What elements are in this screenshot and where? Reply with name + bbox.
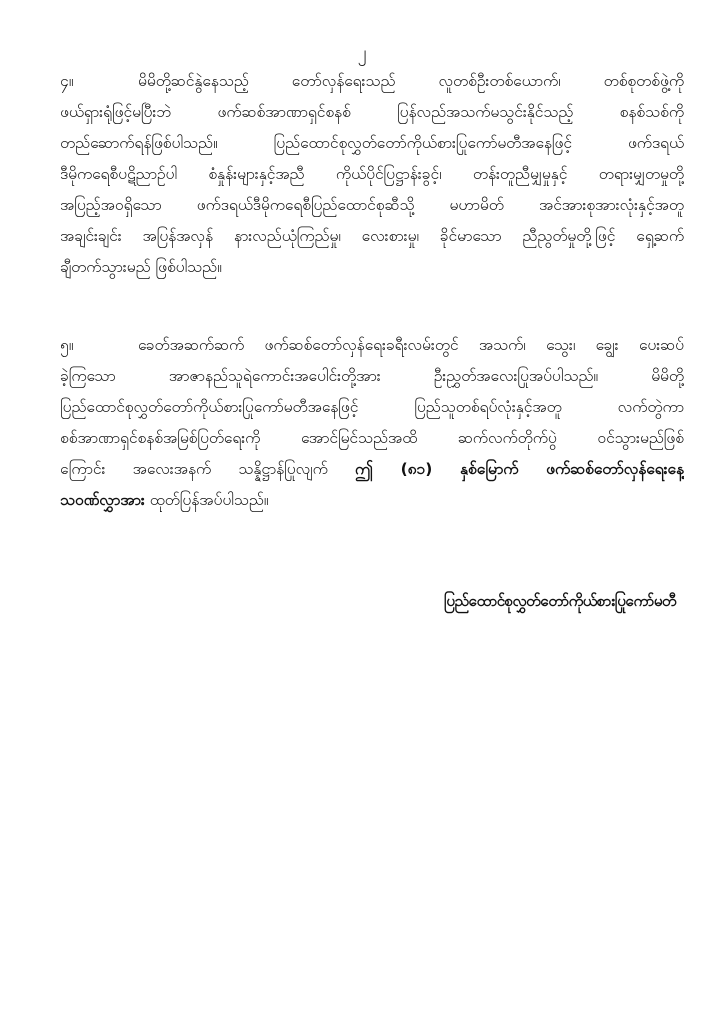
signature-committee: ပြည်ထောင်စုလွှတ်တော်ကိုယ်စားပြုကော်မတီ [443, 592, 676, 610]
paragraph-line: ၅။ ခေတ်အဆက်ဆက် ဖက်ဆစ်တော်လှန်ရေးခရီးလမ်းတွင် အသက်၊ သွေး၊ ချွေး ပေးဆပ် [60, 330, 684, 361]
paragraph-line: အပြည့်အဝရှိသော ဖက်ဒရယ်ဒီမိုကရေစီပြည်ထောင်စုဆီသို့ မဟာမိတ် အင်အားစုအားလုံးနှင့်အတူ [60, 196, 684, 214]
paragraph-line: သဝဏ်လွှာအား ထုတ်ပြန်အပ်ပါသည်။ [60, 491, 269, 509]
paragraph-line: ခဲ့ကြသော အာဇာနည်သူရဲကောင်းအပေါင်းတို့အား ဦးညွှတ်အလေးပြုအပ်ပါသည်။ မိမိတို့ [60, 367, 684, 385]
paragraph-line: ပြည်ထောင်စုလွှတ်တော်ကိုယ်စားပြုကော်မတီအနေဖြင့် ပြည်သူတစ်ရပ်လုံးနှင့်အတူ လက်တွဲကာ [60, 398, 684, 416]
paragraph-line: စစ်အာဏာရှင်စနစ်အမြစ်ပြတ်ရေးကို အောင်မြင်သည်အထိ ဆက်လက်တိုက်ပွဲ ဝင်သွားမည်ဖြစ် [60, 429, 684, 447]
paragraph-5 [60, 330, 684, 516]
page-number: ၂ [357, 42, 367, 63]
paragraph-line: ကြောင်း အလေးအနက် သန္နိဋ္ဌာန်ပြုလျက် ဤ (၈၁) နှစ်မြောက် ဖက်ဆစ်တော်လှန်ရေးနေ့ [60, 460, 684, 478]
bold-title-part: ဤ (၈၁) နှစ်မြောက် ဖက်ဆစ်တော်လှန်ရေးနေ့ [355, 460, 684, 478]
paragraph-line: ဒီမိုကရေစီပဋိညာဉ်ပါ စံနှုန်းများနှင့်အညီ ကိုယ်ပိုင်ပြဋ္ဌာန်းခွင့်၊ တန်းတူညီမျှမှုနှင့် တရားမျှတမှုတို့ [60, 165, 684, 183]
paragraph-line: တည်ဆောက်ရန်ဖြစ်ပါသည်။ ပြည်ထောင်စုလွှတ်တော်ကိုယ်စားပြုကော်မတီအနေဖြင့် ဖက်ဒရယ် [60, 134, 684, 152]
paragraph-number: ၅။ [60, 336, 74, 354]
paragraph-line: ချီတက်သွားမည် ဖြစ်ပါသည်။ [60, 258, 222, 276]
paragraph-line: ဖယ်ရှားရုံဖြင့်မပြီးဘဲ ဖက်ဆစ်အာဏာရှင်စနစ် ပြန်လည်အသက်မသွင်းနိုင်သည့် စနစ်သစ်ကို [60, 103, 684, 121]
paragraph-line: အချင်းချင်း အပြန်အလှန် နားလည်ယုံကြည်မှု၊ လေးစားမှု၊ ခိုင်မာသော ညီညွတ်မှုတို့ဖြင့် ရှေ့ဆက် [60, 227, 684, 245]
paragraph-4 [60, 66, 684, 283]
paragraph-line: ၄။ မိမိတို့ဆင်နွဲနေသည့် တော်လှန်ရေးသည် လူတစ်ဦးတစ်ယောက်၊ တစ်စုတစ်ဖွဲ့ကို [60, 66, 684, 97]
paragraph-number: ၄။ [60, 72, 74, 90]
bold-title-part: သဝဏ်လွှာအား [60, 491, 145, 509]
